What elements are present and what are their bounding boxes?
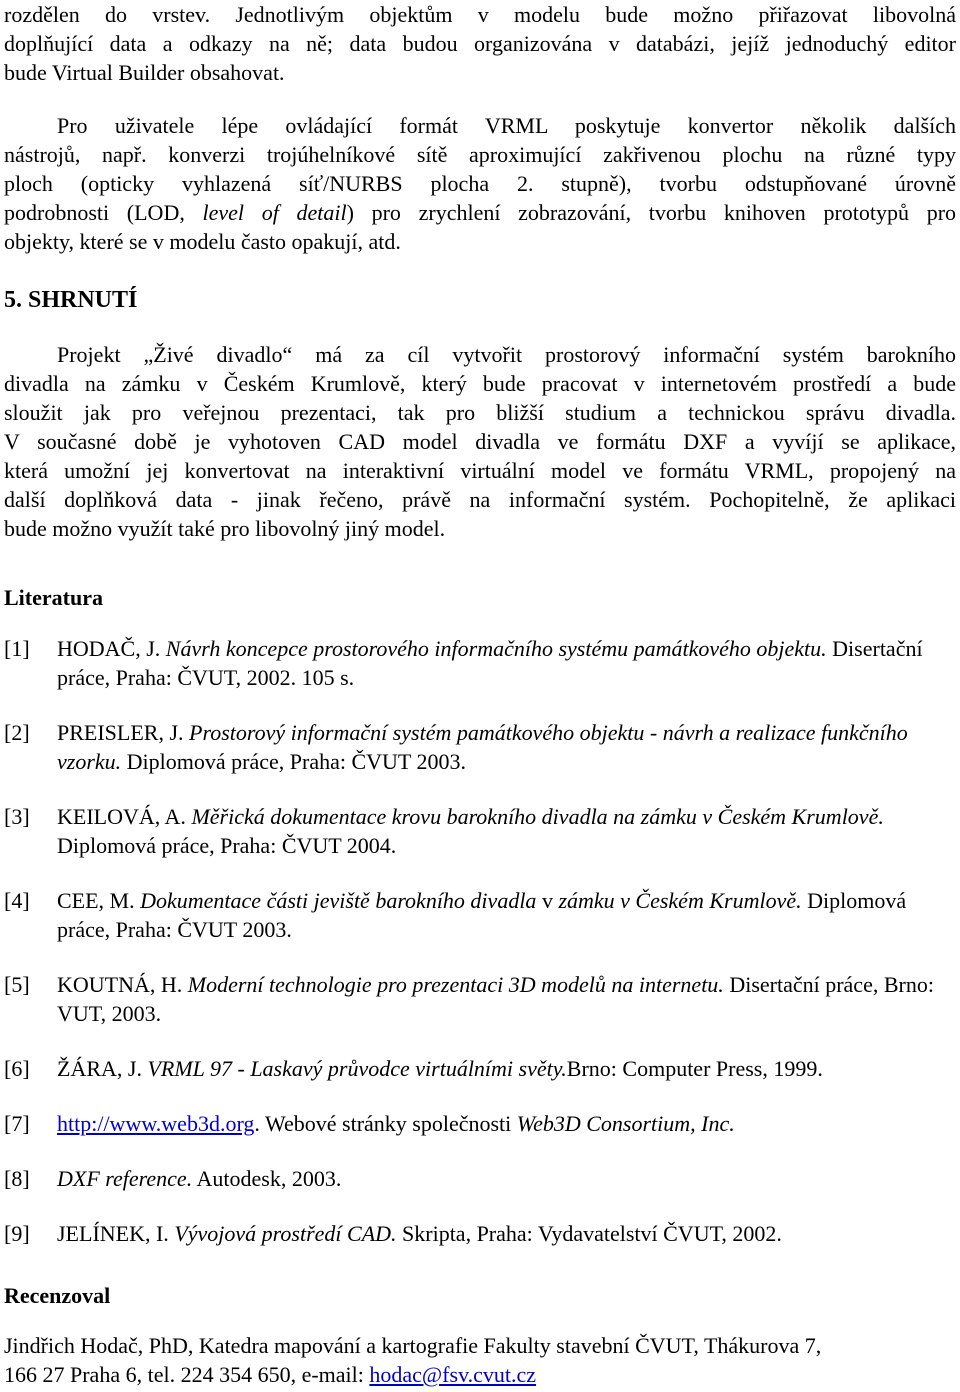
text-line: sloužit jak pro veřejnou prezentaci, tak pro bližší studium a technickou správu divadla. — [4, 400, 956, 425]
reference-item: [6] ŽÁRA, J. VRML 97 - Laskavý průvodce virtuálními světy.Brno: Computer Press, 1999. — [4, 1056, 823, 1081]
text-line: objekty, které se v modelu často opakují, atd. — [4, 229, 401, 254]
reference-number: [6] — [4, 1056, 30, 1081]
reference-number: [8] — [4, 1166, 30, 1191]
paragraph-shrnuti — [4, 340, 956, 543]
reference-item: [4] CEE, M. Dokumentace části jeviště barokního divadla v zámku v Českém Krumlově. Diplomová práce, Praha: ČVUT 2003. — [4, 888, 907, 942]
text-line: Pro uživatele lépe ovládající formát VRML poskytuje konvertor několik dalších — [57, 113, 956, 138]
text-line: bude možno využít také pro libovolný jiný model. — [4, 516, 446, 541]
text-line: V současné době je vyhotoven CAD model divadla ve formátu DXF a vyvíjí se aplikace, — [4, 429, 956, 454]
reviewer-info — [4, 1331, 956, 1389]
text-line: podrobnosti (LOD, level of detail) pro zrychlení zobrazování, tvorbu knihoven prototypů pro — [4, 200, 957, 225]
text-line: další doplňková data - jinak řečeno, právě na informační systém. Pochopitelně, že aplikaci — [4, 487, 956, 512]
reference-item: [8] DXF reference. Autodesk, 2003. — [4, 1166, 342, 1191]
text-line: divadla na zámku v Českém Krumlově, který bude pracovat v internetovém prostředí a bude — [4, 371, 956, 396]
reference-list — [4, 634, 956, 1274]
text-line: bude Virtual Builder obsahovat. — [4, 60, 285, 85]
reference-number: [2] — [4, 720, 30, 745]
reference-item: [2] PREISLER, J. Prostorový informační systém památkového objektu - návrh a realizace funkčního vzorku. Diplomová práce, Praha: ČVUT 2003. — [4, 720, 908, 774]
reference-item: [1] HODAČ, J. Návrh koncepce prostorového informačního systému památkového objektu. Disertační práce, Praha: ČVUT, 2002. 105 s. — [4, 636, 923, 690]
reference-item: [9] JELÍNEK, I. Vývojová prostředí CAD. Skripta, Praha: Vydavatelství ČVUT, 2002. — [4, 1221, 782, 1246]
reference-item: [3] KEILOVÁ, A. Měřická dokumentace krovu barokního divadla na zámku v Českém Krumlově. Diplomová práce, Praha: ČVUT 2004. — [4, 804, 884, 858]
text-line: Jindřich Hodač, PhD, Katedra mapování a kartografie Fakulty stavební ČVUT, Thákurova 7, — [4, 1333, 822, 1358]
text-line: ploch (opticky vyhlazená síť/NURBS plocha 2. stupně), tvorbu odstupňované úrovně — [4, 171, 956, 196]
reference-number: [5] — [4, 972, 30, 997]
literature-heading: Literatura — [4, 585, 103, 610]
reference-number: [1] — [4, 636, 30, 661]
reference-number: [3] — [4, 804, 30, 829]
reference-item: [5] KOUTNÁ, H. Moderní technologie pro prezentaci 3D modelů na internetu. Disertační práce, Brno: VUT, 2003. — [4, 972, 934, 1026]
italic-term: level of detail — [202, 200, 347, 225]
web3d-link[interactable]: http://www.web3d.org — [57, 1111, 255, 1136]
review-heading: Recenzoval — [4, 1283, 111, 1308]
text-line: která umožní jej konvertovat na interaktivní virtuální model ve formátu VRML, propojený na — [4, 458, 956, 483]
text-line: 166 27 Praha 6, tel. 224 354 650, e-mail: hodac@fsv.cvut.cz — [4, 1362, 537, 1387]
reference-item: [7] http://www.web3d.org. Webové stránky společnosti Web3D Consortium, Inc. — [4, 1111, 735, 1136]
text-line: nástrojů, např. konverzi trojúhelníkové sítě aproximující zakřivenou plochu na různé typy — [4, 142, 956, 167]
reference-number: [4] — [4, 888, 30, 913]
email-link[interactable]: hodac@fsv.cvut.cz — [369, 1362, 537, 1387]
section-heading: 5. SHRNUTÍ — [4, 287, 138, 313]
text-line: doplňující data a odkazy na ně; data budou organizována v databázi, jejíž jednoduchý editor — [4, 31, 956, 56]
text-line: rozdělen do vrstev. Jednotlivým objektům v modelu bude možno přiřazovat libovolná — [4, 2, 956, 27]
paragraph-konvertor — [4, 111, 956, 256]
paragraph-vrstvy — [4, 0, 956, 87]
text-line: Projekt „Živé divadlo“ má za cíl vytvořit prostorový informační systém barokního — [57, 342, 956, 367]
reference-number: [7] — [4, 1111, 30, 1136]
reference-number: [9] — [4, 1221, 30, 1246]
